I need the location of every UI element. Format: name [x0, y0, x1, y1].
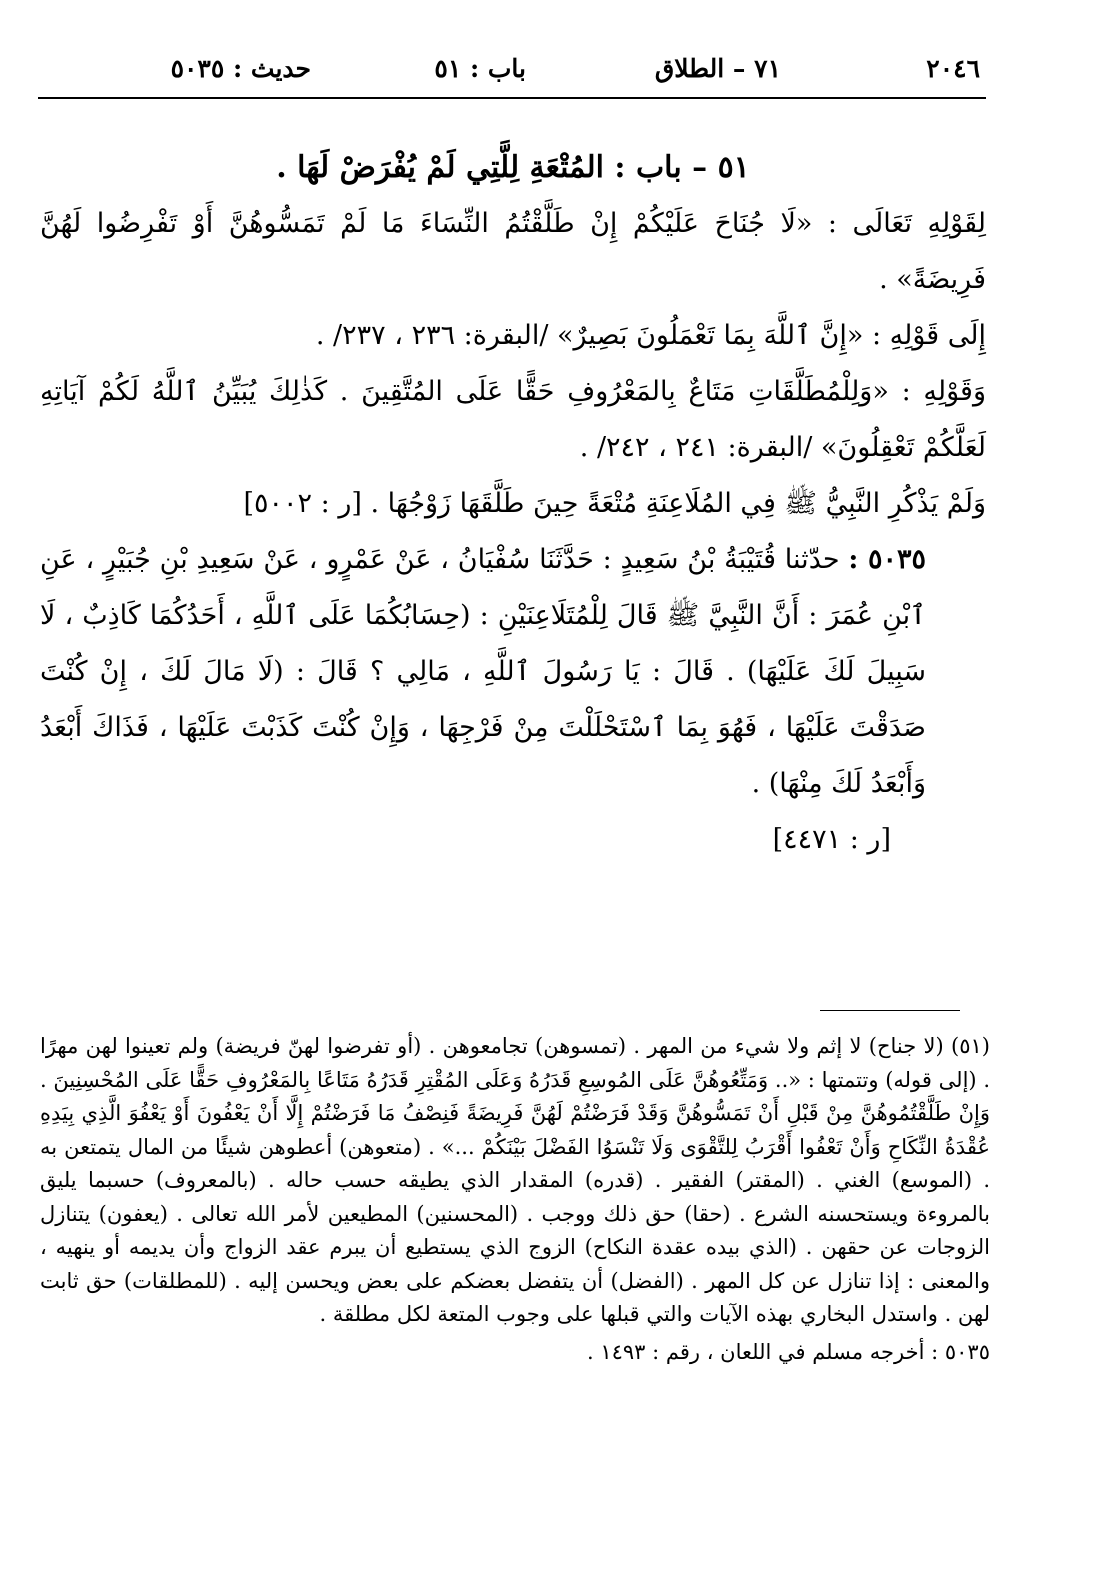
verse-line: إِلَى قَوْلِهِ : «إِنَّ ٱللَّهَ بِمَا تَعْمَلُونَ بَصِيرٌ» /البقرة: ٢٣٦ ، ٢٣٧/ . — [315, 320, 986, 351]
verse-line: وَقَوْلِهِ : «وَلِلْمُطَلَّقَاتِ مَتَاعٌ بِالمَعْرُوفِ حَقًّا عَلَى المُتَّقِينَ . كَذٰلِكَ يُبَيِّنُ ٱللَّهُ لَكُمْ آيَاتِهِ لَعَلَّكُمْ تَعْقِلُونَ» /البقرة: ٢٤١ ، ٢٤٢/ . — [40, 376, 986, 463]
hadith-number: حديث : ٥٠٣٥ — [170, 54, 311, 83]
hadith-paragraph — [40, 532, 986, 812]
hadith-paragraph-number: ٥٠٣٥ : — [848, 544, 926, 575]
running-header — [38, 44, 986, 92]
chapter-number: باب : ٥١ — [434, 54, 526, 83]
footnote-51: (٥١) (لا جناح) لا إثم ولا شيء من المهر . (تمسوهن) تجامعوهن . (أو تفرضوا لهنّ فريضة) ولم تعينوا لهن مهرًا . (إلى قوله) وتتمتها : «.. وَمَتِّعُوهُنَّ عَلَى المُوسِعِ قَدَرُهُ وَعَلَى المُقْتِرِ قَدَرُهُ مَتَاعًا بِالمَعْرُوفِ حَقًّا عَلَى المُحْسِنِينَ . وَإِنْ طَلَّقْتُمُوهُنَّ مِنْ قَبْلِ أَنْ تَمَسُّوهُنَّ وَقَدْ فَرَضْتُمْ لَهُنَّ فَرِيضَةً فَنِصْفُ مَا فَرَضْتُمْ إِلَّا أَنْ يَعْفُونَ أَوْ يَعْفُوَ الَّذِي بِيَدِهِ عُقْدَةُ النِّكَاحِ وَأَنْ تَعْفُوا أَقْرَبُ لِلتَّقْوَى وَلَا تَنْسَوُا الفَضْلَ بَيْنَكُمْ ...» . (متعوهن) أعطوهن شيئًا من المال يتمتعن به . (الموسع) الغني . (المقتر) الفقير . (قدره) المقدار الذي يطيقه حسب حاله . (بالمعروف) حسبما يليق بالمروءة ويستحسنه الشرع . (حقا) حق ذلك ووجب . (المحسنين) المطيعين لأمر الله تعالى . (يعفون) يتنازل الزوجات عن حقهن . (الذي بيده عقدة النكاح) الزوج الذي يستطيع أن يبرم عقد الزواج وأن يديمه أو ينهيه ، والمعنى : إذا تنازل عن كل المهر . (الفضل) أن يتفضل بعضكم على بعض ويحسن إليه . (للمطلقات) حق ثابت لهن . واستدل البخاري بهذه الآيات والتي قبلها على وجوب المتعة لكل مطلقة . — [40, 1034, 990, 1326]
verse-line: لِقَوْلِهِ تَعَالَى : «لَا جُنَاحَ عَلَيْكُمْ إِنْ طَلَّقْتُمُ النِّسَاءَ مَا لَمْ تَمَسُّوهُنَّ أَوْ تَفْرِضُوا لَهُنَّ فَرِيضَةً» . — [40, 208, 986, 295]
footnote-divider — [820, 1010, 960, 1011]
page-number: ٢٠٤٦ — [926, 54, 980, 83]
verse-line: وَلَمْ يَذْكُرِ النَّبِيُّ ﷺ فِي المُلَاعِنَةِ مُتْعَةً حِينَ طَلَّقَهَا زَوْجُهَا . [ر : ٥٠٠٢] — [243, 488, 986, 519]
cross-reference: [ر : ٤٤٧١] — [772, 824, 891, 855]
book-title: ٧١ – الطلاق — [654, 54, 781, 83]
main-text — [40, 140, 986, 868]
hadith-text: حدّثنا قُتَيْبَةُ بْنُ سَعِيدٍ : حَدَّثَنَا سُفْيَانُ ، عَنْ عَمْرٍو ، عَنْ سَعِيدِ بْنِ جُبَيْرٍ ، عَنِ ٱبْنِ عُمَرَ : أَنَّ النَّبِيَّ ﷺ قَالَ لِلْمُتَلَاعِنَيْنِ : (حِسَابُكُمَا عَلَى ٱللَّهِ ، أَحَدُكُمَا كَاذِبٌ ، لَا سَبِيلَ لَكَ عَلَيْهَا) . قَالَ : يَا رَسُولَ ٱللَّهِ ، مَالِي ؟ قَالَ : (لَا مَالَ لَكَ ، إِنْ كُنْتَ صَدَقْتَ عَلَيْهَا ، فَهُوَ بِمَا ٱسْتَحْلَلْتَ مِنْ فَرْجِهَا ، وَإِنْ كُنْتَ كَذَبْتَ عَلَيْهَا ، فَذَاكَ أَبْعَدُ وَأَبْعَدُ لَكَ مِنْهَا) . — [40, 544, 926, 799]
chapter-title: ٥١ – باب : المُتْعَةِ لِلَّتِي لَمْ يُفْرَضْ لَهَا . — [276, 150, 750, 185]
footnotes — [40, 1030, 990, 1369]
footnote-5035: ٥٠٣٥ : أخرجه مسلم في اللعان ، رقم : ١٤٩٣ . — [586, 1339, 990, 1364]
header-divider — [38, 97, 986, 99]
